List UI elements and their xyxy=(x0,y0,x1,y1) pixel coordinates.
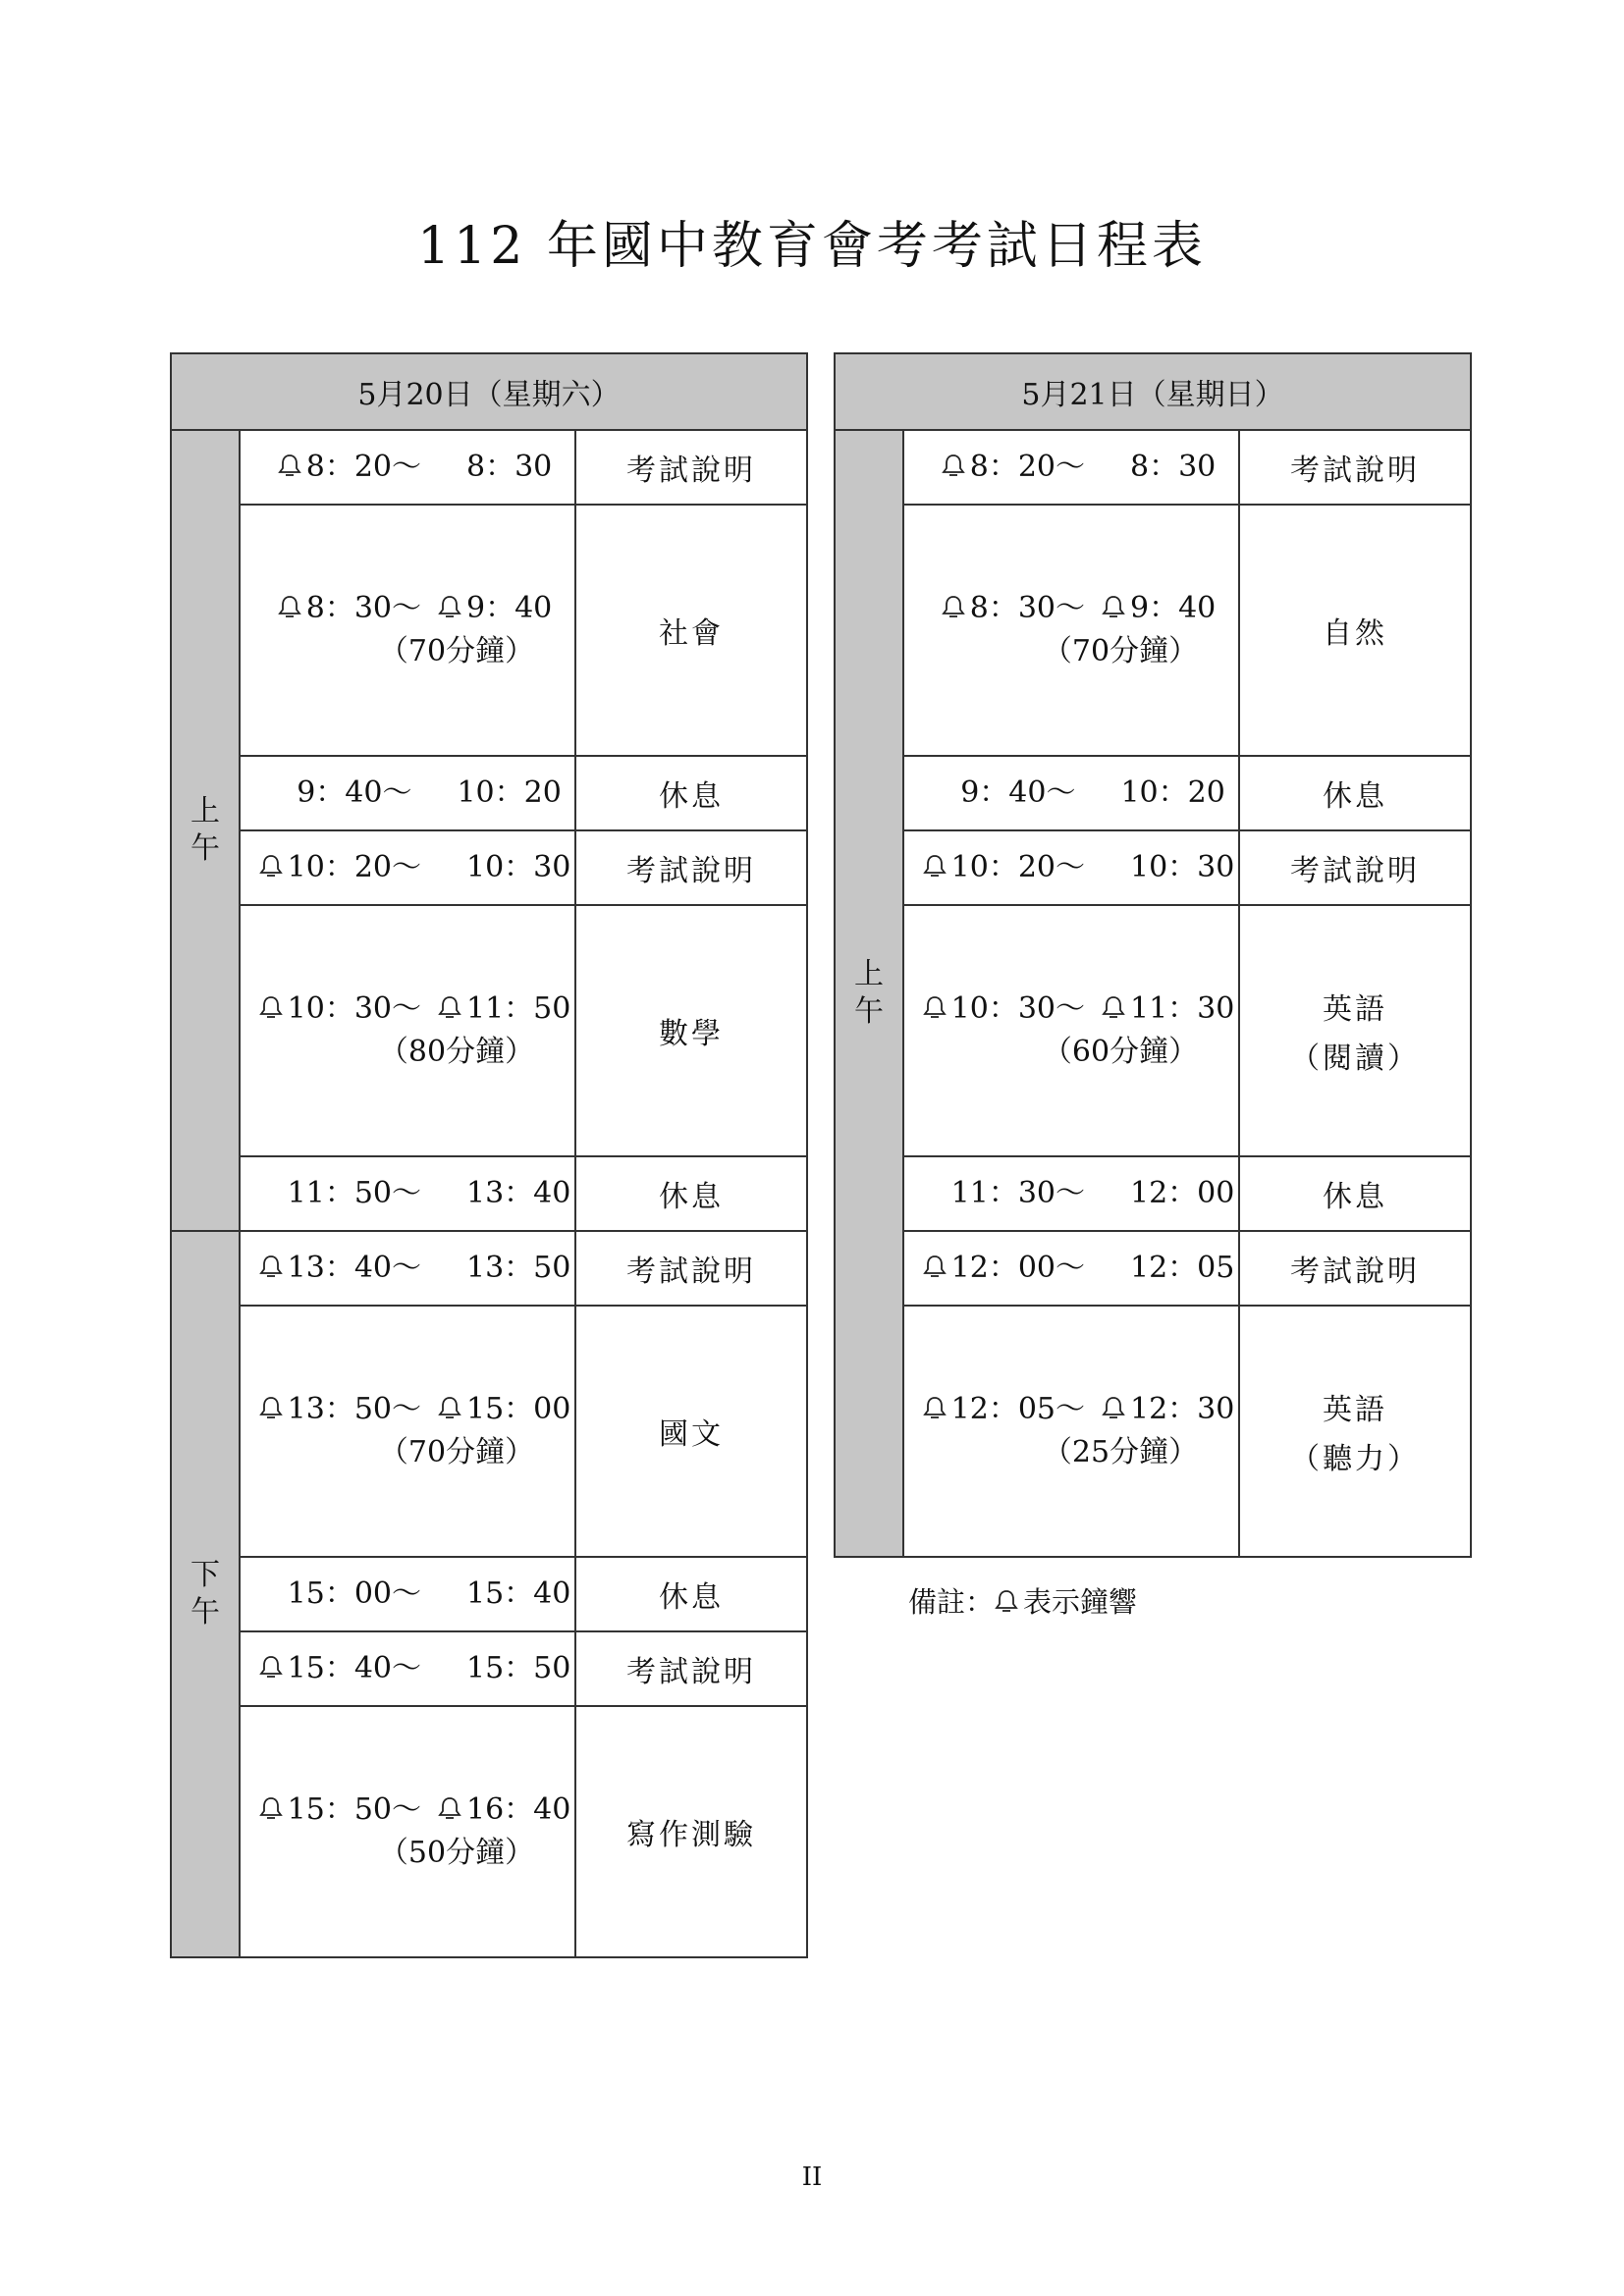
schedule-row xyxy=(171,1156,807,1231)
bell-icon xyxy=(922,853,947,879)
activity-label: 數學 xyxy=(659,1017,724,1051)
time-cell xyxy=(240,430,575,505)
activity-cell xyxy=(1239,1306,1471,1557)
end-time: 8：30 xyxy=(1130,450,1217,484)
end-time: 9：40 xyxy=(466,591,553,625)
start-time: 12：05～ xyxy=(950,1392,1085,1426)
end-time: 10：30 xyxy=(466,850,571,884)
activity-cell xyxy=(1239,1156,1471,1231)
activity-cell xyxy=(575,756,807,830)
start-time: 11：30～ xyxy=(950,1176,1085,1210)
activity-label: 考試說明 xyxy=(626,854,756,888)
activity-label: 休息 xyxy=(659,779,724,814)
time-cell xyxy=(240,1231,575,1306)
activity-label: 國文 xyxy=(659,1417,724,1452)
end-time: 8：30 xyxy=(466,450,553,484)
bell-icon xyxy=(437,1395,462,1420)
schedule-row xyxy=(835,430,1471,505)
time-cell xyxy=(240,756,575,830)
schedule-table-day1 xyxy=(170,352,808,1958)
note-text: 表示鐘響 xyxy=(1023,1585,1138,1619)
bell-icon xyxy=(1101,994,1126,1020)
schedule-row xyxy=(835,905,1471,1156)
end-time: 9：40 xyxy=(1130,591,1217,625)
bell-icon xyxy=(437,994,462,1020)
bell-icon xyxy=(277,594,302,619)
schedule-row xyxy=(835,1156,1471,1231)
duration: （70分鐘） xyxy=(1042,634,1199,668)
schedule-row xyxy=(835,1231,1471,1306)
schedule-row xyxy=(171,830,807,905)
activity-cell xyxy=(1239,756,1471,830)
time-cell xyxy=(903,756,1239,830)
schedule-row xyxy=(171,756,807,830)
start-time: 8：30～ xyxy=(305,591,421,625)
activity-cell xyxy=(575,1231,807,1306)
duration: （70分鐘） xyxy=(378,634,535,668)
schedule-row xyxy=(835,830,1471,905)
duration: （60分鐘） xyxy=(1042,1035,1199,1069)
activity-cell xyxy=(1239,505,1471,756)
bell-icon xyxy=(437,594,462,619)
page-number: II xyxy=(801,2163,823,2192)
time-cell xyxy=(903,505,1239,756)
time-cell xyxy=(903,1306,1239,1557)
activity-cell xyxy=(575,505,807,756)
activity-label: 社會 xyxy=(659,616,724,651)
bell-icon xyxy=(922,994,947,1020)
start-time: 9：40～ xyxy=(960,775,1076,810)
end-time: 16：40 xyxy=(466,1792,571,1827)
day-header: 5月21日（星期日） xyxy=(835,353,1471,430)
activity-cell xyxy=(575,1306,807,1557)
schedule-table-day2 xyxy=(834,352,1472,1558)
end-time: 15：00 xyxy=(466,1392,571,1426)
schedule-row xyxy=(171,1631,807,1706)
start-time: 8：30～ xyxy=(969,591,1085,625)
period-cell-am xyxy=(171,430,240,1231)
activity-label: 英語 xyxy=(1323,1393,1387,1427)
start-time: 15：50～ xyxy=(287,1792,421,1827)
schedule-row xyxy=(171,1706,807,1957)
end-time: 11：30 xyxy=(1130,991,1235,1026)
end-time: 10：30 xyxy=(1130,850,1235,884)
activity-cell xyxy=(575,905,807,1156)
time-cell xyxy=(240,1306,575,1557)
time-cell xyxy=(240,1706,575,1957)
bell-icon xyxy=(922,1395,947,1420)
end-time: 15：50 xyxy=(466,1651,571,1685)
activity-cell xyxy=(1239,830,1471,905)
page-title: 112 年國中教育會考考試日程表 xyxy=(417,217,1207,276)
activity-label: 休息 xyxy=(659,1580,724,1615)
duration: （70分鐘） xyxy=(378,1435,535,1469)
bell-icon xyxy=(258,853,284,879)
start-time: 11：50～ xyxy=(287,1176,421,1210)
activity-label: 寫作測驗 xyxy=(626,1818,756,1852)
schedule-row xyxy=(171,1557,807,1631)
duration: （25分鐘） xyxy=(1042,1435,1199,1469)
bell-icon xyxy=(258,994,284,1020)
bell-icon xyxy=(277,453,302,478)
activity-cell xyxy=(575,1631,807,1706)
end-time: 10：20 xyxy=(457,775,562,810)
bell-icon xyxy=(258,1254,284,1279)
time-cell xyxy=(240,505,575,756)
bell-icon xyxy=(994,1588,1019,1614)
start-time: 12：00～ xyxy=(950,1251,1085,1285)
schedule-row xyxy=(171,1306,807,1557)
end-time: 11：50 xyxy=(466,991,571,1026)
note-prefix: 備註： xyxy=(908,1585,995,1619)
activity-cell xyxy=(575,830,807,905)
schedule-row xyxy=(171,430,807,505)
period-label-am: 上 午 xyxy=(854,957,884,1029)
activity-cell xyxy=(1239,1231,1471,1306)
time-cell xyxy=(903,1156,1239,1231)
activity-label: 休息 xyxy=(1323,779,1387,814)
end-time: 13：50 xyxy=(466,1251,571,1285)
end-time: 12：30 xyxy=(1130,1392,1235,1426)
activity-cell xyxy=(575,1156,807,1231)
bell-icon xyxy=(922,1254,947,1279)
activity-cell xyxy=(575,430,807,505)
schedule-row xyxy=(835,756,1471,830)
bell-icon xyxy=(258,1654,284,1680)
activity-label: 休息 xyxy=(659,1180,724,1214)
duration: （50分鐘） xyxy=(378,1836,535,1870)
activity-cell xyxy=(1239,905,1471,1156)
activity-sublabel: （閱讀） xyxy=(1290,1041,1420,1076)
activity-cell xyxy=(1239,430,1471,505)
start-time: 10：20～ xyxy=(950,850,1085,884)
time-cell xyxy=(903,905,1239,1156)
end-time: 13：40 xyxy=(466,1176,571,1210)
day-header: 5月20日（星期六） xyxy=(171,353,807,430)
time-cell xyxy=(240,830,575,905)
period-cell-am xyxy=(835,430,903,1557)
bell-icon xyxy=(258,1395,284,1420)
activity-label: 休息 xyxy=(1323,1180,1387,1214)
period-label-am: 上 午 xyxy=(190,794,220,866)
activity-label: 考試說明 xyxy=(1290,1255,1420,1289)
activity-sublabel: （聽力） xyxy=(1290,1442,1420,1476)
activity-label: 考試說明 xyxy=(626,1255,756,1289)
bell-icon xyxy=(941,594,966,619)
time-cell xyxy=(240,1156,575,1231)
legend-note xyxy=(908,1580,1137,1621)
time-cell xyxy=(903,1231,1239,1306)
duration: （80分鐘） xyxy=(378,1035,535,1069)
start-time: 10：30～ xyxy=(950,991,1085,1026)
bell-icon xyxy=(1101,594,1126,619)
time-cell xyxy=(903,830,1239,905)
schedule-row xyxy=(835,505,1471,756)
activity-label: 自然 xyxy=(1323,616,1387,651)
activity-label: 考試說明 xyxy=(626,454,756,488)
time-cell xyxy=(240,905,575,1156)
start-time: 10：20～ xyxy=(287,850,421,884)
activity-label: 考試說明 xyxy=(1290,854,1420,888)
start-time: 15：00～ xyxy=(287,1576,421,1611)
end-time: 12：05 xyxy=(1130,1251,1235,1285)
period-cell-pm xyxy=(171,1231,240,1957)
start-time: 8：20～ xyxy=(969,450,1085,484)
start-time: 9：40～ xyxy=(297,775,412,810)
start-time: 10：30～ xyxy=(287,991,421,1026)
activity-label: 考試說明 xyxy=(1290,454,1420,488)
start-time: 13：50～ xyxy=(287,1392,421,1426)
schedule-row xyxy=(171,1231,807,1306)
bell-icon xyxy=(437,1795,462,1821)
time-cell xyxy=(240,1557,575,1631)
end-time: 15：40 xyxy=(466,1576,571,1611)
schedule-row xyxy=(171,505,807,756)
schedule-row xyxy=(835,1306,1471,1557)
start-time: 8：20～ xyxy=(305,450,421,484)
start-time: 15：40～ xyxy=(287,1651,421,1685)
period-label-pm: 下 午 xyxy=(190,1558,220,1629)
start-time: 13：40～ xyxy=(287,1251,421,1285)
activity-cell xyxy=(575,1557,807,1631)
activity-label: 英語 xyxy=(1323,992,1387,1027)
schedule-row xyxy=(171,905,807,1156)
bell-icon xyxy=(941,453,966,478)
bell-icon xyxy=(1101,1395,1126,1420)
activity-label: 考試說明 xyxy=(626,1655,756,1689)
end-time: 10：20 xyxy=(1120,775,1225,810)
end-time: 12：00 xyxy=(1130,1176,1235,1210)
bell-icon xyxy=(258,1795,284,1821)
time-cell xyxy=(240,1631,575,1706)
activity-cell xyxy=(575,1706,807,1957)
time-cell xyxy=(903,430,1239,505)
